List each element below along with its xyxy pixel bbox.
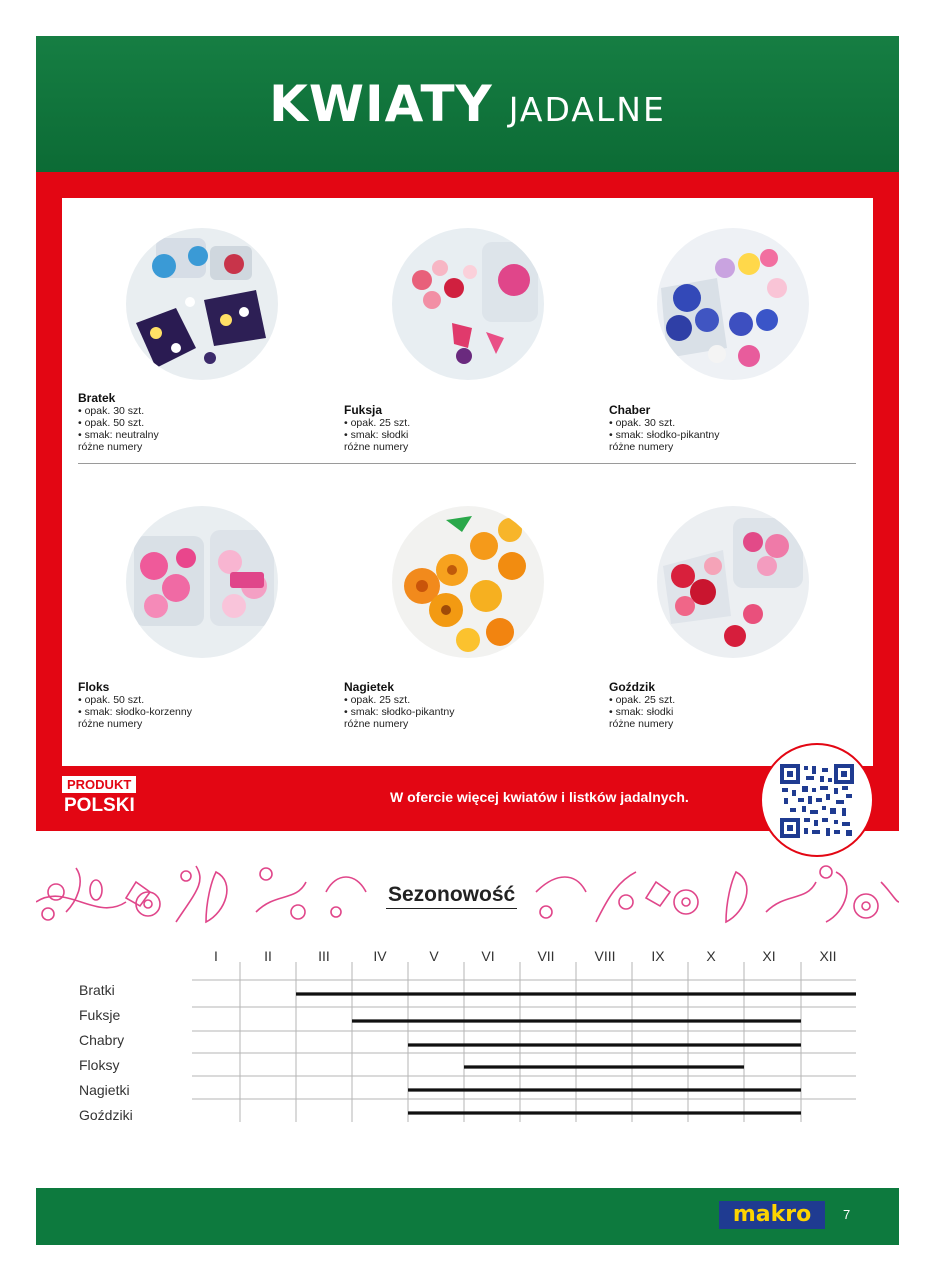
nagietek-photo xyxy=(392,506,544,658)
title-main: KWIATY xyxy=(269,75,493,133)
product-fuksja xyxy=(344,228,604,380)
month-header: XII xyxy=(819,948,837,964)
floks-photo xyxy=(126,506,278,658)
month-header: IV xyxy=(373,948,387,964)
product-gozdzik xyxy=(609,506,869,658)
offer-text: W ofercie więcej kwiatów i listków jadalnych. xyxy=(390,789,689,805)
product-name: Fuksja xyxy=(344,403,383,417)
product-detail: różne numery xyxy=(78,718,143,730)
makro-logo xyxy=(719,1201,825,1229)
product-detail: • smak: neutralny xyxy=(78,429,159,441)
month-header: V xyxy=(429,948,439,964)
product-detail: • opak. 25 szt. xyxy=(344,694,411,706)
product-detail: • smak: słodko-korzenny xyxy=(78,706,192,718)
makro-logo-text: makro xyxy=(732,1202,812,1227)
month-header: X xyxy=(706,948,716,964)
product-detail: różne numery xyxy=(609,441,674,453)
title-sub: JADALNE xyxy=(508,89,666,129)
product-fuksja-text xyxy=(344,403,604,453)
page-header xyxy=(36,36,899,172)
gozdzik-photo xyxy=(657,506,809,658)
month-header: IX xyxy=(651,948,665,964)
season-title: Sezonowość xyxy=(386,883,517,909)
fuksja-photo xyxy=(392,228,544,380)
product-detail: • smak: słodki xyxy=(609,706,674,718)
product-detail: • smak: słodki xyxy=(344,429,409,441)
month-header: I xyxy=(214,948,218,964)
season-row-label: Goździki xyxy=(79,1107,133,1123)
month-header: III xyxy=(318,948,330,964)
product-detail: różne numery xyxy=(78,441,143,453)
badge-top: PRODUKT xyxy=(62,776,136,793)
pansy-image-icon xyxy=(126,228,278,380)
season-row-label: Bratki xyxy=(79,982,115,998)
product-bratek xyxy=(78,228,338,380)
product-detail: różne numery xyxy=(344,718,409,730)
carnation-image-icon xyxy=(657,506,809,658)
month-header: II xyxy=(264,948,272,964)
product-bratek-text xyxy=(78,391,338,453)
product-detail: • opak. 25 szt. xyxy=(344,417,411,429)
product-floks-text xyxy=(78,680,338,730)
bratek-photo xyxy=(126,228,278,380)
badge-bottom: POLSKI xyxy=(64,795,135,816)
product-name: Floks xyxy=(78,680,110,694)
product-chaber-text xyxy=(609,403,869,453)
page-number: 7 xyxy=(843,1207,851,1222)
product-name: Goździk xyxy=(609,680,656,694)
season-row-label: Nagietki xyxy=(79,1082,130,1098)
cornflower-image-icon xyxy=(657,228,809,380)
product-detail: • opak. 50 szt. xyxy=(78,417,145,429)
product-detail: różne numery xyxy=(344,441,409,453)
chaber-photo xyxy=(657,228,809,380)
season-row-label: Chabry xyxy=(79,1032,125,1048)
product-detail: • opak. 30 szt. xyxy=(78,405,145,417)
product-detail: • smak: słodko-pikantny xyxy=(344,706,455,718)
month-header: VI xyxy=(481,948,495,964)
qr-code-icon xyxy=(780,764,854,838)
season-row-label: Fuksje xyxy=(79,1007,121,1023)
month-header: VII xyxy=(537,948,555,964)
qr-code-link[interactable] xyxy=(760,743,874,857)
product-gozdzik-text xyxy=(609,680,869,730)
product-detail: • smak: słodko-pikantny xyxy=(609,429,720,441)
phlox-image-icon xyxy=(126,506,278,658)
product-detail: • opak. 30 szt. xyxy=(609,417,676,429)
product-detail: • opak. 50 szt. xyxy=(78,694,145,706)
product-chaber xyxy=(609,228,869,380)
product-floks xyxy=(78,506,338,658)
season-row-label: Floksy xyxy=(79,1057,120,1073)
product-detail: • opak. 25 szt. xyxy=(609,694,676,706)
fuchsia-image-icon xyxy=(392,228,544,380)
marigold-image-icon xyxy=(392,506,544,658)
month-header: XI xyxy=(762,948,776,964)
product-name: Bratek xyxy=(78,391,116,405)
month-header: VIII xyxy=(594,948,616,964)
produkt-polski-badge xyxy=(62,776,136,817)
product-detail: różne numery xyxy=(609,718,674,730)
product-name: Nagietek xyxy=(344,680,395,694)
product-nagietek-text xyxy=(344,680,604,730)
product-divider xyxy=(78,463,856,464)
product-name: Chaber xyxy=(609,403,651,417)
product-nagietek xyxy=(344,506,604,658)
